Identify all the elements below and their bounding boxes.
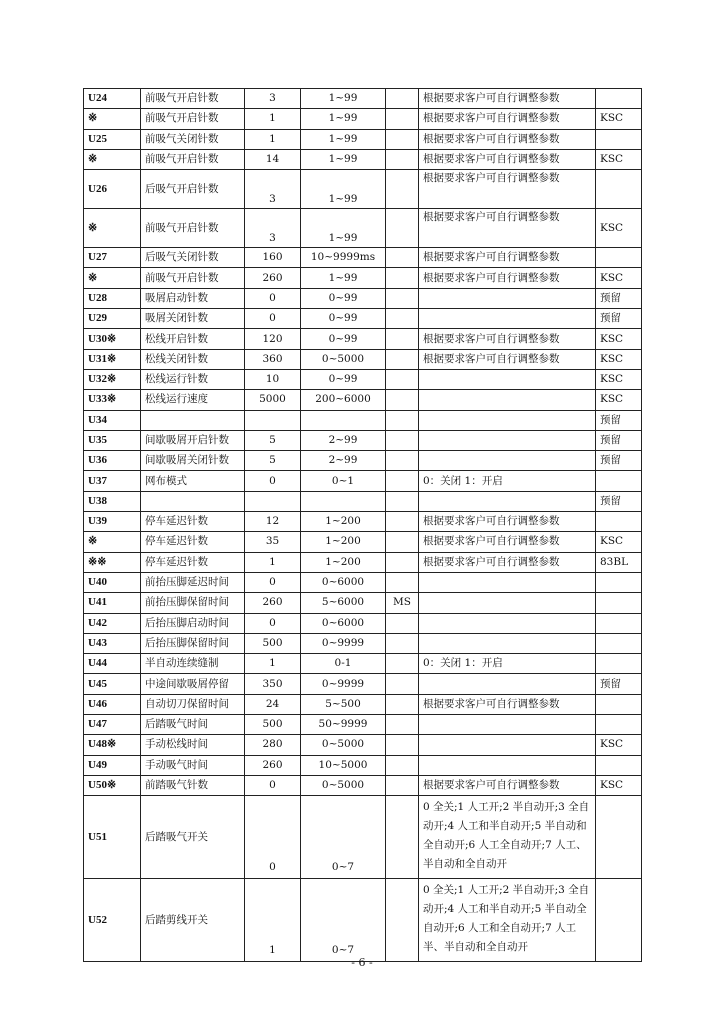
- table-row: [84, 512, 642, 532]
- param-code: U27: [84, 248, 141, 268]
- param-value: 14: [245, 149, 301, 169]
- param-model: [596, 694, 642, 714]
- param-code: U50※: [84, 775, 141, 795]
- param-range: 0~9999: [301, 633, 386, 653]
- param-note: [419, 633, 596, 653]
- table-row: [84, 572, 642, 592]
- param-range: 0~99: [301, 288, 386, 308]
- param-value: 1: [245, 109, 301, 129]
- param-range: 0~99: [301, 369, 386, 389]
- param-name: 间歇吸屑开启针数: [141, 430, 245, 450]
- param-model: 预留: [596, 288, 642, 308]
- param-note: [419, 674, 596, 694]
- param-model: [596, 129, 642, 149]
- param-code: ※: [84, 209, 141, 248]
- param-model: KSC: [596, 329, 642, 349]
- param-code: U35: [84, 430, 141, 450]
- param-range: 200~6000: [301, 390, 386, 410]
- param-code: ※: [84, 268, 141, 288]
- param-name: 停车延迟针数: [141, 512, 245, 532]
- param-code: U48※: [84, 735, 141, 755]
- param-note: 0：关闭 1：开启: [419, 471, 596, 491]
- param-range: 0~5000: [301, 349, 386, 369]
- parameter-table: [83, 88, 642, 962]
- param-model: [596, 248, 642, 268]
- table-row: [84, 593, 642, 613]
- param-range: 1~200: [301, 552, 386, 572]
- param-range: 1~99: [301, 129, 386, 149]
- param-name: 前抬压脚保留时间: [141, 593, 245, 613]
- param-name: 松线运行速度: [141, 390, 245, 410]
- param-note: 根据要求客户可自行调整参数: [419, 149, 596, 169]
- param-code: U24: [84, 89, 141, 109]
- param-name: 间歇吸屑关闭针数: [141, 451, 245, 471]
- param-unit: [386, 879, 419, 962]
- param-model: KSC: [596, 390, 642, 410]
- param-value: 0: [245, 309, 301, 329]
- param-note: 根据要求客户可自行调整参数: [419, 209, 596, 248]
- param-name: 后吸气开启针数: [141, 170, 245, 209]
- param-note: 0 全关;1 人工开;2 半自动开;3 全自动开;4 人工和半自动开;5 半自动和全自动开;6 人工全自动开;7 人工、半自动和全自动开: [419, 796, 596, 879]
- param-value: 500: [245, 633, 301, 653]
- param-code: U40: [84, 572, 141, 592]
- param-note: 根据要求客户可自行调整参数: [419, 129, 596, 149]
- param-range: 2~99: [301, 451, 386, 471]
- param-code: U32※: [84, 369, 141, 389]
- param-note: 0：关闭 1：开启: [419, 654, 596, 674]
- param-unit: [386, 715, 419, 735]
- param-value: 1: [245, 552, 301, 572]
- param-unit: [386, 775, 419, 795]
- param-name: 网布模式: [141, 471, 245, 491]
- param-model: [596, 715, 642, 735]
- param-range: 1~99: [301, 268, 386, 288]
- param-model: [596, 170, 642, 209]
- param-name: 前吸气开启针数: [141, 109, 245, 129]
- param-note: 根据要求客户可自行调整参数: [419, 329, 596, 349]
- param-name: 手动吸气时间: [141, 755, 245, 775]
- param-code: ※※: [84, 552, 141, 572]
- table-row: [84, 288, 642, 308]
- param-value: 280: [245, 735, 301, 755]
- param-model: KSC: [596, 209, 642, 248]
- param-range: 0~5000: [301, 775, 386, 795]
- param-range: 2~99: [301, 430, 386, 450]
- param-unit: [386, 572, 419, 592]
- table-row: [84, 369, 642, 389]
- param-model: KSC: [596, 349, 642, 369]
- table-row: [84, 532, 642, 552]
- param-range: 10~5000: [301, 755, 386, 775]
- param-code: U29: [84, 309, 141, 329]
- param-model: [596, 613, 642, 633]
- param-value: 120: [245, 329, 301, 349]
- param-code: ※: [84, 109, 141, 129]
- param-code: U36: [84, 451, 141, 471]
- param-value: 0: [245, 796, 301, 879]
- table-row: [84, 430, 642, 450]
- param-model: KSC: [596, 532, 642, 552]
- param-unit: [386, 369, 419, 389]
- table-row: [84, 694, 642, 714]
- param-model: [596, 879, 642, 962]
- param-range: 1~200: [301, 532, 386, 552]
- param-model: KSC: [596, 735, 642, 755]
- table-row: [84, 879, 642, 962]
- param-note: [419, 309, 596, 329]
- param-value: 0: [245, 572, 301, 592]
- param-unit: [386, 170, 419, 209]
- param-unit: [386, 451, 419, 471]
- param-unit: MS: [386, 593, 419, 613]
- table-row: [84, 309, 642, 329]
- param-unit: [386, 552, 419, 572]
- param-note: 根据要求客户可自行调整参数: [419, 170, 596, 209]
- param-model: 83BL: [596, 552, 642, 572]
- param-code: U31※: [84, 349, 141, 369]
- param-unit: [386, 430, 419, 450]
- table-row: [84, 491, 642, 511]
- param-code: ※: [84, 532, 141, 552]
- param-note: 根据要求客户可自行调整参数: [419, 512, 596, 532]
- param-name: 停车延迟针数: [141, 532, 245, 552]
- param-note: 根据要求客户可自行调整参数: [419, 349, 596, 369]
- param-note: [419, 410, 596, 430]
- param-name: 停车延迟针数: [141, 552, 245, 572]
- param-value: 12: [245, 512, 301, 532]
- param-range: 0~6000: [301, 572, 386, 592]
- param-range: 1~99: [301, 170, 386, 209]
- param-value: 5000: [245, 390, 301, 410]
- param-name: 后吸气关闭针数: [141, 248, 245, 268]
- param-name: 后抬压脚保留时间: [141, 633, 245, 653]
- param-name: 手动松线时间: [141, 735, 245, 755]
- param-unit: [386, 410, 419, 430]
- param-unit: [386, 613, 419, 633]
- param-unit: [386, 390, 419, 410]
- param-value: [245, 410, 301, 430]
- table-row: [84, 796, 642, 879]
- param-model: KSC: [596, 109, 642, 129]
- param-code: U45: [84, 674, 141, 694]
- param-code: U33※: [84, 390, 141, 410]
- param-code: U43: [84, 633, 141, 653]
- table-row: [84, 349, 642, 369]
- param-range: 1~200: [301, 512, 386, 532]
- param-range: [301, 491, 386, 511]
- param-name: 半自动连续缝制: [141, 654, 245, 674]
- table-row: [84, 674, 642, 694]
- param-unit: [386, 532, 419, 552]
- param-range: 1~99: [301, 209, 386, 248]
- param-note: 根据要求客户可自行调整参数: [419, 268, 596, 288]
- param-value: 5: [245, 451, 301, 471]
- param-note: [419, 369, 596, 389]
- param-name: 吸屑启动针数: [141, 288, 245, 308]
- param-value: [245, 491, 301, 511]
- param-code: ※: [84, 149, 141, 169]
- param-name: 前吸气关闭针数: [141, 129, 245, 149]
- param-range: 0~1: [301, 471, 386, 491]
- param-code: U42: [84, 613, 141, 633]
- param-value: 0: [245, 471, 301, 491]
- param-unit: [386, 674, 419, 694]
- param-note: [419, 430, 596, 450]
- param-name: 前吸气开启针数: [141, 268, 245, 288]
- table-row: [84, 129, 642, 149]
- table-row: [84, 552, 642, 572]
- param-unit: [386, 796, 419, 879]
- param-note: [419, 491, 596, 511]
- param-code: U28: [84, 288, 141, 308]
- param-model: 预留: [596, 674, 642, 694]
- page-number: - 6 -: [351, 956, 373, 969]
- param-model: [596, 512, 642, 532]
- param-value: 10: [245, 369, 301, 389]
- param-name: 后踏剪线开关: [141, 879, 245, 962]
- param-model: [596, 89, 642, 109]
- param-model: [596, 572, 642, 592]
- param-model: [596, 633, 642, 653]
- table-row: [84, 735, 642, 755]
- param-range: 0~7: [301, 796, 386, 879]
- param-unit: [386, 491, 419, 511]
- param-value: 24: [245, 694, 301, 714]
- param-range: 1~99: [301, 109, 386, 129]
- param-unit: [386, 735, 419, 755]
- param-value: 260: [245, 268, 301, 288]
- param-range: 1~99: [301, 89, 386, 109]
- param-range: 0~99: [301, 309, 386, 329]
- param-value: 1: [245, 879, 301, 962]
- table-row: [84, 471, 642, 491]
- param-name: [141, 491, 245, 511]
- param-range: 5~500: [301, 694, 386, 714]
- table-row: [84, 390, 642, 410]
- param-unit: [386, 288, 419, 308]
- param-code: U51: [84, 796, 141, 879]
- param-model: [596, 796, 642, 879]
- param-note: [419, 755, 596, 775]
- param-range: 0~7: [301, 879, 386, 962]
- param-note: [419, 390, 596, 410]
- param-value: 360: [245, 349, 301, 369]
- param-code: U44: [84, 654, 141, 674]
- param-name: 松线运行针数: [141, 369, 245, 389]
- param-note: [419, 288, 596, 308]
- param-name: 前抬压脚延迟时间: [141, 572, 245, 592]
- param-code: U25: [84, 129, 141, 149]
- table-row: [84, 633, 642, 653]
- table-row: [84, 209, 642, 248]
- param-model: 预留: [596, 451, 642, 471]
- table-row: [84, 109, 642, 129]
- param-model: 预留: [596, 309, 642, 329]
- param-value: 35: [245, 532, 301, 552]
- param-note: 根据要求客户可自行调整参数: [419, 552, 596, 572]
- param-range: 10~9999ms: [301, 248, 386, 268]
- param-code: U47: [84, 715, 141, 735]
- param-code: U30※: [84, 329, 141, 349]
- param-range: 1~99: [301, 149, 386, 169]
- param-unit: [386, 149, 419, 169]
- param-model: KSC: [596, 775, 642, 795]
- param-code: U38: [84, 491, 141, 511]
- param-range: 0-1: [301, 654, 386, 674]
- param-model: KSC: [596, 268, 642, 288]
- param-value: 260: [245, 593, 301, 613]
- param-name: 后抬压脚启动时间: [141, 613, 245, 633]
- param-name: 后踏吸气开关: [141, 796, 245, 879]
- param-model: [596, 593, 642, 613]
- param-unit: [386, 309, 419, 329]
- table-row: [84, 268, 642, 288]
- param-unit: [386, 89, 419, 109]
- param-note: [419, 735, 596, 755]
- param-value: 5: [245, 430, 301, 450]
- param-range: 0~5000: [301, 735, 386, 755]
- param-unit: [386, 349, 419, 369]
- param-unit: [386, 654, 419, 674]
- param-unit: [386, 694, 419, 714]
- param-value: 3: [245, 170, 301, 209]
- param-name: 自动切刀保留时间: [141, 694, 245, 714]
- param-note: 根据要求客户可自行调整参数: [419, 775, 596, 795]
- param-value: 3: [245, 89, 301, 109]
- param-unit: [386, 512, 419, 532]
- param-name: 后踏吸气时间: [141, 715, 245, 735]
- param-value: 1: [245, 129, 301, 149]
- param-range: 5~6000: [301, 593, 386, 613]
- param-code: U34: [84, 410, 141, 430]
- param-code: U37: [84, 471, 141, 491]
- param-model: [596, 654, 642, 674]
- param-unit: [386, 248, 419, 268]
- table-row: [84, 329, 642, 349]
- param-name: 前踏吸气针数: [141, 775, 245, 795]
- param-name: 前吸气开启针数: [141, 149, 245, 169]
- param-range: [301, 410, 386, 430]
- param-name: 松线关闭针数: [141, 349, 245, 369]
- param-value: 0: [245, 288, 301, 308]
- param-name: 中途间歇吸屑停留: [141, 674, 245, 694]
- table-row: [84, 654, 642, 674]
- table-row: [84, 170, 642, 209]
- param-note: [419, 613, 596, 633]
- param-value: 350: [245, 674, 301, 694]
- param-note: [419, 572, 596, 592]
- param-model: 预留: [596, 430, 642, 450]
- param-value: 260: [245, 755, 301, 775]
- param-value: 160: [245, 248, 301, 268]
- param-unit: [386, 109, 419, 129]
- param-model: 预留: [596, 410, 642, 430]
- param-unit: [386, 755, 419, 775]
- param-note: 根据要求客户可自行调整参数: [419, 109, 596, 129]
- table-row: [84, 89, 642, 109]
- param-note: 根据要求客户可自行调整参数: [419, 89, 596, 109]
- param-code: U26: [84, 170, 141, 209]
- param-range: 0~99: [301, 329, 386, 349]
- param-unit: [386, 129, 419, 149]
- table-row: [84, 149, 642, 169]
- param-value: 500: [245, 715, 301, 735]
- param-model: KSC: [596, 369, 642, 389]
- table-row: [84, 248, 642, 268]
- table-row: [84, 755, 642, 775]
- param-unit: [386, 209, 419, 248]
- param-model: [596, 755, 642, 775]
- table-row: [84, 410, 642, 430]
- param-code: U46: [84, 694, 141, 714]
- param-name: 前吸气开启针数: [141, 89, 245, 109]
- param-note: 根据要求客户可自行调整参数: [419, 248, 596, 268]
- param-value: 0: [245, 613, 301, 633]
- param-model: 预留: [596, 491, 642, 511]
- param-code: U52: [84, 879, 141, 962]
- param-range: 0~6000: [301, 613, 386, 633]
- table-row: [84, 613, 642, 633]
- param-code: U49: [84, 755, 141, 775]
- param-value: 3: [245, 209, 301, 248]
- param-model: [596, 471, 642, 491]
- param-note: 根据要求客户可自行调整参数: [419, 694, 596, 714]
- param-model: KSC: [596, 149, 642, 169]
- param-code: U41: [84, 593, 141, 613]
- parameter-table-body: [84, 89, 642, 962]
- param-note: [419, 715, 596, 735]
- param-note: [419, 593, 596, 613]
- param-note: [419, 451, 596, 471]
- param-name: 松线开启针数: [141, 329, 245, 349]
- param-name: [141, 410, 245, 430]
- table-row: [84, 715, 642, 735]
- param-unit: [386, 329, 419, 349]
- param-name: 前吸气开启针数: [141, 209, 245, 248]
- param-value: 0: [245, 775, 301, 795]
- param-range: 50~9999: [301, 715, 386, 735]
- param-range: 0~9999: [301, 674, 386, 694]
- param-name: 吸屑关闭针数: [141, 309, 245, 329]
- param-value: 1: [245, 654, 301, 674]
- param-unit: [386, 633, 419, 653]
- table-row: [84, 451, 642, 471]
- param-note: 根据要求客户可自行调整参数: [419, 532, 596, 552]
- param-code: U39: [84, 512, 141, 532]
- param-unit: [386, 471, 419, 491]
- param-unit: [386, 268, 419, 288]
- table-row: [84, 775, 642, 795]
- param-note: 0 全关;1 人工开;2 半自动开;3 全自动开;4 人工和半自动开;5 半自动全自动开;6 人工和全自动开;7 人工半、半自动和全自动开: [419, 879, 596, 962]
